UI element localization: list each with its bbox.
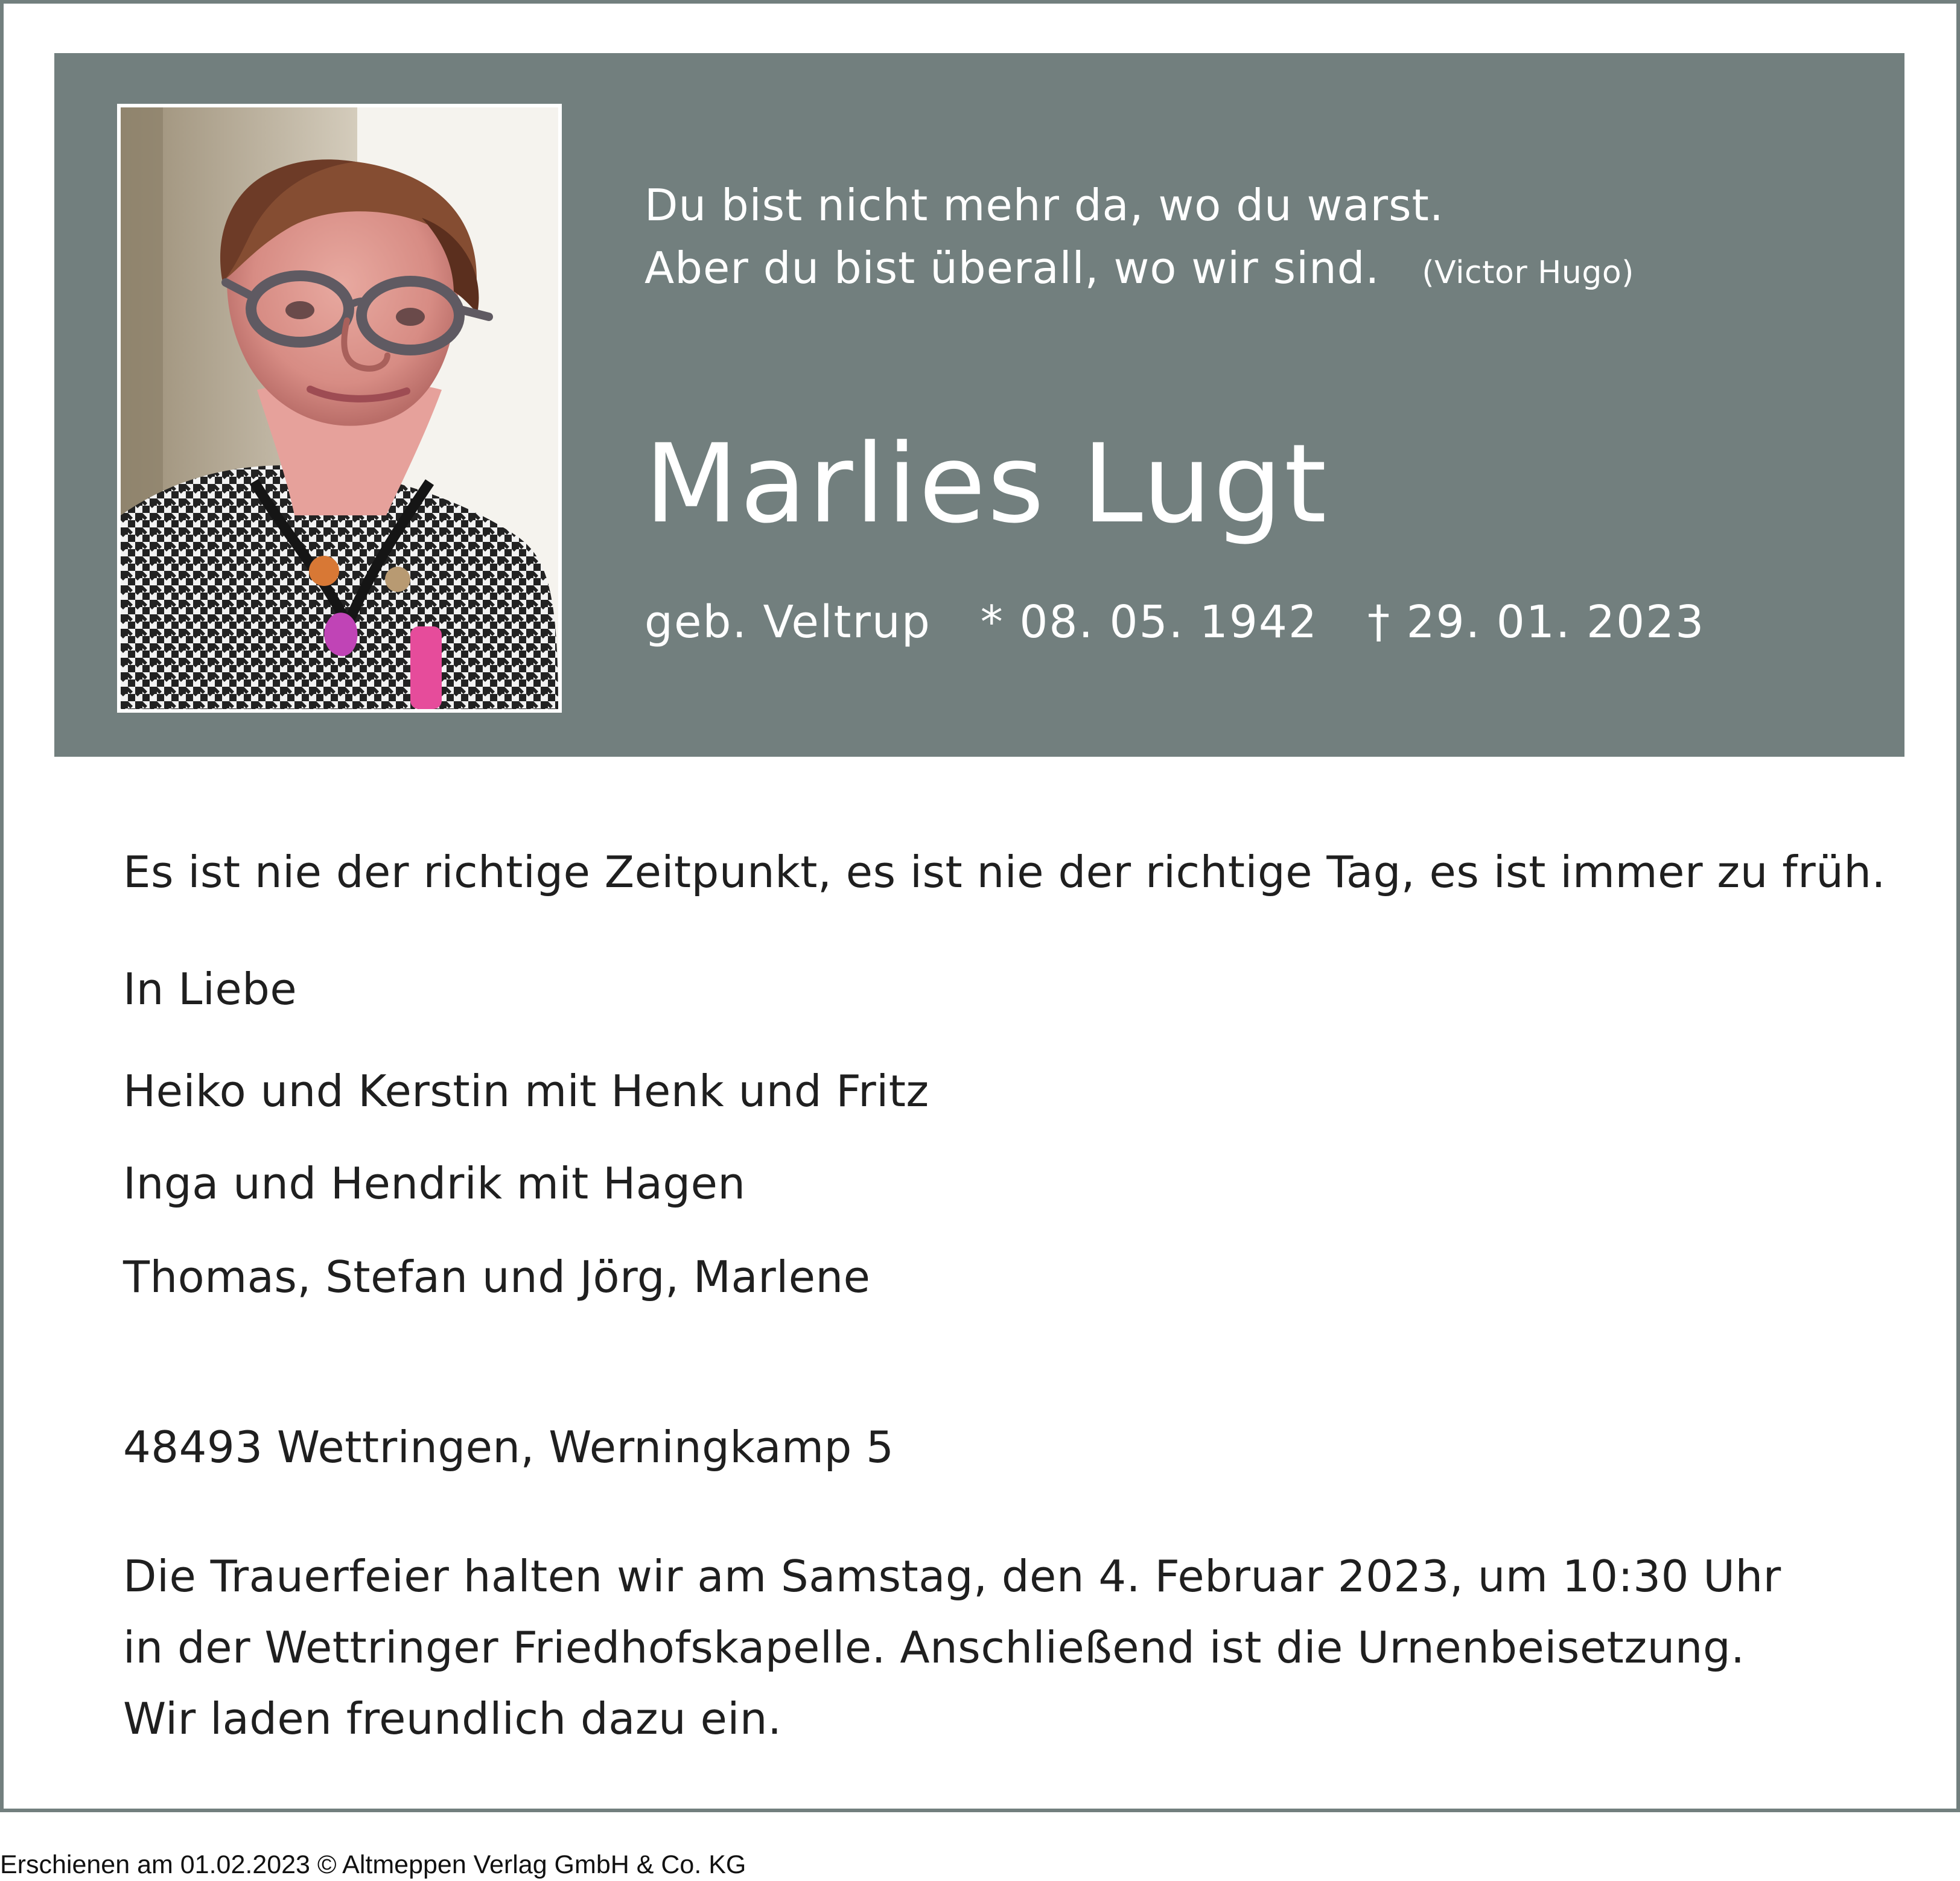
header-band <box>54 53 1904 757</box>
portrait-illustration <box>121 107 558 709</box>
portrait-photo <box>117 104 562 713</box>
contact-address: 48493 Wettringen, Werningkamp 5 <box>123 1422 894 1472</box>
mourner-line-2: Inga und Hendrik mit Hagen <box>123 1158 746 1209</box>
death-date: † 29. 01. 2023 <box>1367 596 1705 648</box>
service-line-1: Die Trauerfeier halten wir am Samstag, den 4. Februar 2023, um 10:30 Uhr <box>123 1551 1781 1602</box>
birth-name: geb. Veltrup <box>644 596 931 648</box>
signoff-text: In Liebe <box>123 964 298 1014</box>
publication-footer: Erschienen am 01.02.2023 © Altmeppen Verlag GmbH & Co. KG <box>0 1850 746 1879</box>
quote-line-2 <box>644 237 1634 304</box>
funeral-service-details <box>123 1541 1813 1754</box>
memorial-message: Es ist nie der richtige Zeitpunkt, es ist nie der richtige Tag, es ist immer zu früh. <box>123 847 1886 897</box>
mourner-line-3: Thomas, Stefan und Jörg, Marlene <box>123 1252 871 1302</box>
quote-line-2-text: Aber du bist überall, wo wir sind. <box>644 243 1380 293</box>
service-line-2: in der Wettringer Friedhofskapelle. Anschließend ist die Urnenbeisetzung. <box>123 1622 1745 1673</box>
birth-date: * 08. 05. 1942 <box>980 596 1319 648</box>
mourner-line-1: Heiko und Kerstin mit Henk und Fritz <box>123 1066 929 1116</box>
life-dates-line <box>644 589 1705 655</box>
service-line-3: Wir laden freundlich dazu ein. <box>123 1693 782 1744</box>
memorial-quote <box>644 174 1634 304</box>
quote-line-1: Du bist nicht mehr da, wo du warst. <box>644 180 1444 231</box>
deceased-name: Marlies Lugt <box>644 421 1329 547</box>
quote-author: (Victor Hugo) <box>1422 255 1634 291</box>
